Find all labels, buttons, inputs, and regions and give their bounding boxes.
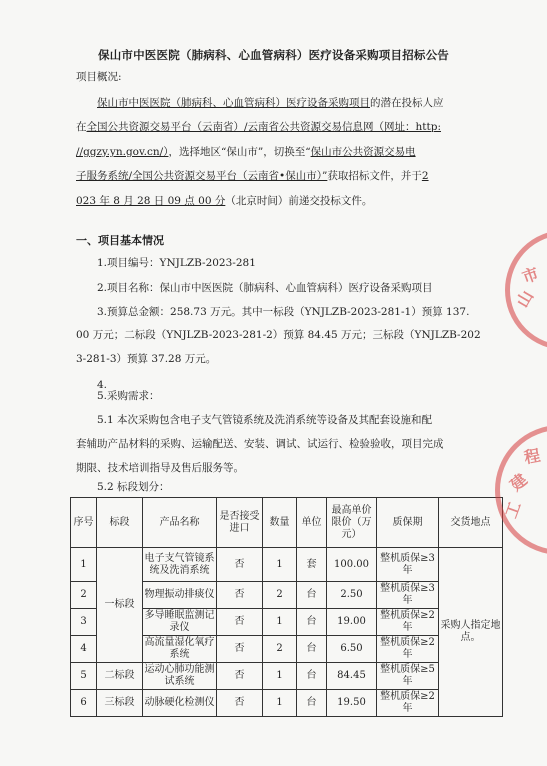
official-seal-1 <box>505 230 547 350</box>
header-cell: 质保期 <box>377 498 439 548</box>
table-row: 3 多导睡眠监测记录仪 否 1 台 19.00 整机质保≥2 年 <box>71 609 503 636</box>
req-5-1-line-1: 5.1 本次采购包含电子支气管镜系统及洗消系统等设备及其配套设施和配 <box>97 414 433 426</box>
table-header-row <box>71 498 503 548</box>
delivery-location-cell: 采购人指定地点。 <box>439 548 503 717</box>
deadline-text: 023 年 8 月 28 日 09 点 00 分 <box>76 195 226 207</box>
header-cell: 交货地点 <box>439 498 503 548</box>
seal-2-char: 程 <box>522 445 542 468</box>
table-row: 4 高流量湿化氧疗系统 否 2 台 6.50 整机质保≥2 年 <box>71 636 503 663</box>
item-requirements: 5.采购需求： <box>97 390 160 402</box>
platform-link: 全国公共资源交易平台（云南省）/云南省公共资源交易信息网（网址：http: <box>86 121 441 133</box>
lot-3-cell: 三标段 <box>97 690 143 717</box>
item-budget-1: 3.预算总金额：258.73 万元。其中一标段（YNJLZB-2023-281-1）预算 137. <box>97 306 470 318</box>
header-cell: 最高单价限价（万元） <box>327 498 377 548</box>
item-project-number: 1.项目编号：YNJLZB-2023-281 <box>97 257 256 269</box>
seal-2-char: 建 <box>506 469 531 495</box>
seal-1-char: 市 <box>519 263 542 288</box>
req-5-2: 5.2 标段划分： <box>97 481 170 493</box>
overview-label: 项目概况: <box>76 71 122 83</box>
table-row: 2 物理振动排痰仪 否 2 台 2.50 整机质保≥3 年 <box>71 582 503 609</box>
item-budget-2: 00 万元；二标段（YNJLZB-2023-281-2）预算 84.45 万元；三标段（YNJLZB-202 <box>76 329 481 341</box>
req-5-1-line-2: 套辅助产品材料的采购、运输配送、安装、调试、试运行、检验验收，项目完成 <box>76 438 444 450</box>
intro-line-4: 子服务系统/全国公共资源交易平台（云南省•保山市）”获取招标文件，并于2 <box>76 170 429 182</box>
intro-line-2: 在全国公共资源交易平台（云南省）/云南省公共资源交易信息网（网址：http: <box>76 121 441 133</box>
header-cell: 是否接受进口 <box>217 498 263 548</box>
seal-1-char: 山 <box>512 287 538 311</box>
table-row: 5 二标段 运动心肺功能测试系统 否 1 台 84.45 整机质保≥5 年 <box>71 663 503 690</box>
header-cell: 标段 <box>97 498 143 548</box>
section-heading-1: 一、项目基本情况 <box>76 234 164 247</box>
seal-2-char: 工 <box>501 499 525 521</box>
item-budget-3: 3-281-3）预算 37.28 万元。 <box>76 353 217 365</box>
header-cell: 单位 <box>297 498 327 548</box>
item-project-name: 2.项目名称：保山市中医医院（肺病科、心血管病科）医疗设备采购项目 <box>97 282 433 294</box>
lot-2-cell: 二标段 <box>97 663 143 690</box>
item-4: 4. <box>97 379 108 391</box>
lot-table <box>70 497 503 717</box>
header-cell: 序号 <box>71 498 97 548</box>
lot-1-cell: 一标段 <box>97 548 143 663</box>
service-system-link: 子服务系统/全国公共资源交易平台（云南省•保山市）” <box>76 170 328 182</box>
table-row: 1 一标段 电子支气管镜系统及洗消系统 否 1 套 100.00 整机质保≥3 年 采购人指定地点。 <box>71 548 503 582</box>
project-name-link: 保山市中医医院（肺病科、心血管病科）医疗设备采购项目 <box>97 97 370 109</box>
intro-line-1: 保山市中医医院（肺病科、心血管病科）医疗设备采购项目的潜在投标人应 <box>97 97 444 109</box>
intro-line-5: 023 年 8 月 28 日 09 点 00 分（北京时间）前递交投标文件。 <box>76 195 373 207</box>
header-cell: 产品名称 <box>143 498 217 548</box>
table-row: 6 三标段 动脉硬化检测仪 否 1 台 19.50 整机质保≥2 年 <box>71 690 503 717</box>
header-cell: 数量 <box>263 498 297 548</box>
document-title: 保山市中医医院（肺病科、心血管病科）医疗设备采购项目招标公告 <box>98 48 449 62</box>
intro-line-3: //ggzy.yn.gov.cn/），选择地区“保山市”，切换至“保山市公共资源交易电 <box>76 146 416 158</box>
website-url: //ggzy.yn.gov.cn/） <box>76 146 169 158</box>
req-5-1-line-3: 期限、技术培训指导及售后服务等。 <box>76 462 244 474</box>
